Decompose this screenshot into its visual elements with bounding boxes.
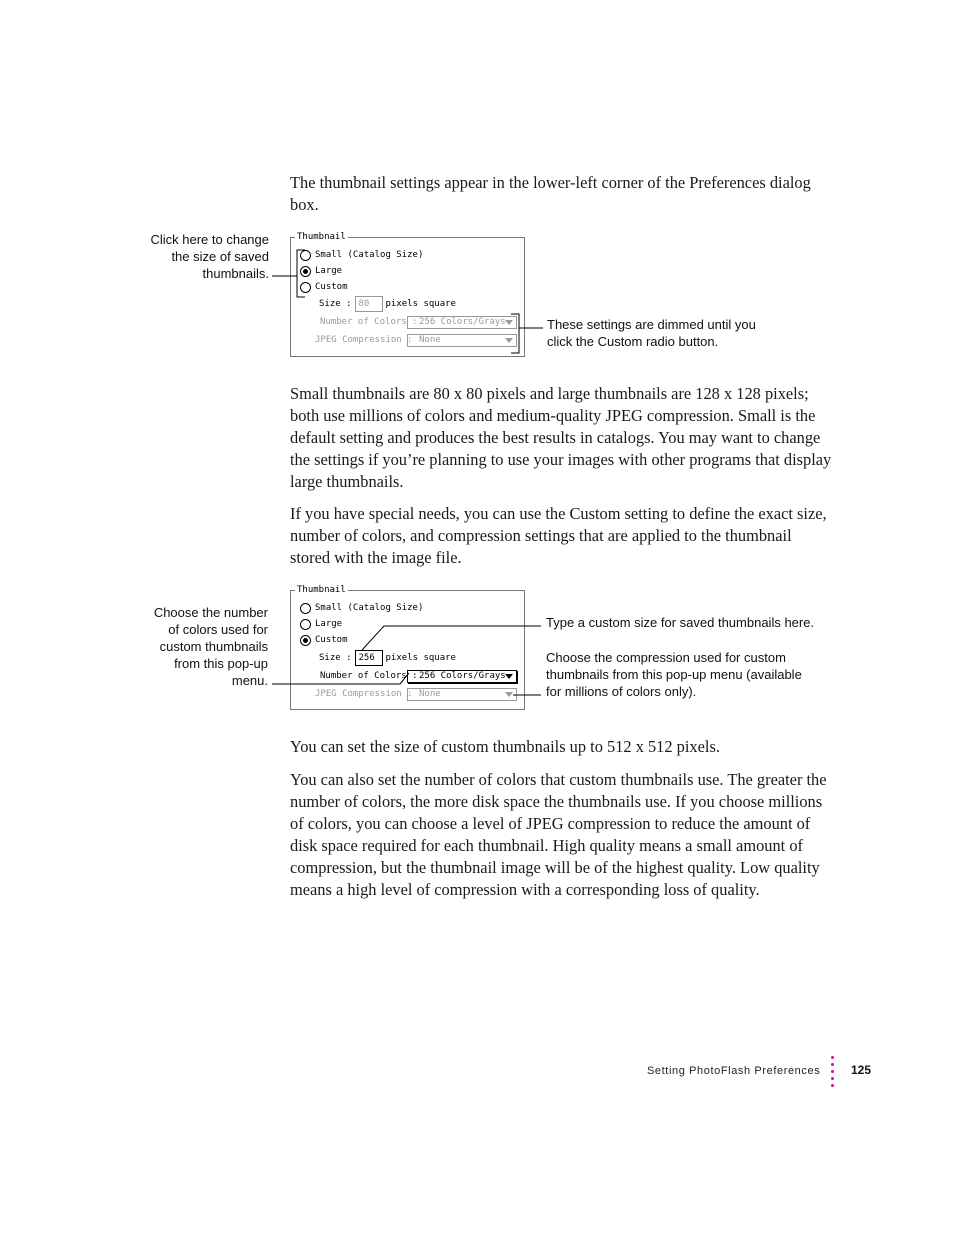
jpeg-popup-value: None bbox=[419, 689, 441, 699]
paragraph-colors-compression: You can also set the number of colors that custom thumbnails use. The greater the number of colors, the more disk space the thumbnails use. If you choose millions of colors, you can choose a level of JPEG compression to reduce the amount of disk space required for each thumbnail. High quality means a small amount of compression, but the thumbnail image will be of the highest quality. Low quality means a high level of compression with a corresponding loss of quality. bbox=[290, 770, 827, 899]
radio-small-label: Small (Catalog Size) bbox=[315, 250, 424, 260]
leader-choose-colors bbox=[272, 673, 409, 684]
pixels-square-label: pixels square bbox=[385, 653, 456, 663]
size-label: Size : bbox=[319, 299, 352, 309]
size-label: Size : bbox=[319, 653, 352, 663]
footer-section-title: Setting PhotoFlash Preferences bbox=[647, 1065, 821, 1077]
pixels-square-label: pixels square bbox=[385, 299, 456, 309]
colors-label: Number of Colors : bbox=[320, 317, 418, 327]
radio-large-label: Large bbox=[315, 619, 343, 629]
radio-large-label: Large bbox=[315, 266, 343, 276]
jpeg-label: JPEG Compression : bbox=[315, 335, 413, 345]
jpeg-label: JPEG Compression : bbox=[315, 689, 413, 699]
footer-dot-separator-icon bbox=[831, 1056, 834, 1091]
group-title: Thumbnail bbox=[297, 585, 346, 595]
bracket-dimmed bbox=[511, 314, 519, 353]
callout-custom-size: Type a custom size for saved thumbnails here. bbox=[546, 615, 815, 630]
radio-custom-label: Custom bbox=[315, 635, 348, 645]
callout-change-size: Click here to change the size of saved thumbnails. bbox=[150, 232, 269, 281]
size-input[interactable]: 80 bbox=[355, 296, 383, 312]
radio-small-label: Small (Catalog Size) bbox=[315, 603, 424, 613]
radio-custom-label: Custom bbox=[315, 282, 348, 292]
colors-popup-value: 256 Colors/Grays bbox=[419, 671, 506, 681]
colors-label: Number of Colors : bbox=[320, 671, 418, 681]
bracket-radios-1 bbox=[297, 250, 305, 297]
paragraph-thumbnail-sizes: Small thumbnails are 80 x 80 pixels and large thumbnails are 128 x 128 pixels; both use millions of colors and medium-quality JPEG compression. Small is the default setting and produces the best results in catalogs. You may want to change the settings if you’re planning to use your images with other programs that display large thumbnails. bbox=[290, 384, 832, 491]
intro-paragraph: The thumbnail settings appear in the lower-left corner of the Preferences dialog box. bbox=[290, 173, 811, 214]
group-title: Thumbnail bbox=[297, 232, 346, 242]
callout-dimmed-settings: These settings are dimmed until you click the Custom radio button. bbox=[547, 317, 756, 349]
size-input[interactable]: 256 bbox=[355, 650, 383, 666]
paragraph-max-size: You can set the size of custom thumbnails up to 512 x 512 pixels. bbox=[290, 737, 720, 756]
jpeg-popup-value: None bbox=[419, 335, 441, 345]
leader-custom-size bbox=[362, 626, 541, 650]
paragraph-special-needs: If you have special needs, you can use the Custom setting to define the exact size, number of colors, and compression settings that are applied to the thumbnail stored with the image file. bbox=[290, 504, 827, 567]
callout-compression: Choose the compression used for custom thumbnails from this pop-up menu (available for millions of colors only). bbox=[546, 650, 802, 699]
callout-choose-colors: Choose the number of colors used for custom thumbnails from this pop-up menu. bbox=[153, 605, 268, 688]
page-number: 125 bbox=[851, 1063, 872, 1077]
colors-popup-value: 256 Colors/Grays bbox=[419, 317, 506, 327]
